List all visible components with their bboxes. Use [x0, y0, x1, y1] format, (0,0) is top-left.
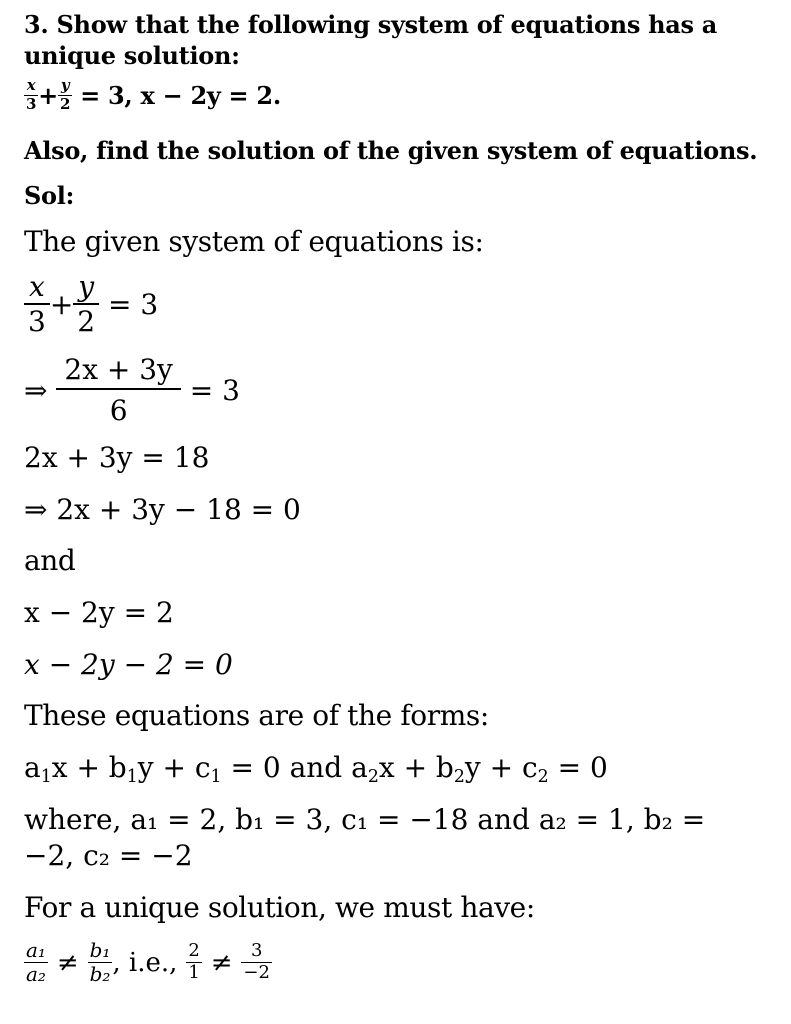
- equation-x3-y2: $\frac{x}{3}$ + $\frac{y}{2}$ = 3: [24, 272, 158, 337]
- equation-combined-fraction: ⇒ $\frac{2x + 3y}{6}$ = 3: [24, 353, 240, 428]
- question-line-2: unique solution:: [24, 41, 240, 70]
- step-2: ⇒ 2x + 3y − 18 = 0: [24, 493, 301, 526]
- general-form: $a_1x + b_1y + c_1 = 0$ and $a_2x + b_2y + c_2 = 0$: [24, 751, 608, 788]
- step-3: x − 2y = 2: [24, 596, 174, 629]
- frac-3-over-minus2: $\frac{3}{-2}$: [243, 940, 270, 983]
- question-eq-tail: = 3, x − 2y = 2.: [80, 80, 281, 110]
- where-line-1: where, a₁ = 2, b₁ = 3, c₁ = −18 and a₂ = 1, b₂ =: [24, 803, 706, 836]
- unique-intro: For a unique solution, we must have:: [24, 891, 535, 924]
- question-equation: $\frac{x}{3}$ + $\frac{y}{2}$ = 3, x − 2y = 2.: [26, 76, 281, 113]
- frac-y-over-2: $\frac{y}{2}$: [59, 76, 71, 113]
- implies-arrow: ⇒: [24, 373, 48, 407]
- sol-label: Sol:: [24, 181, 75, 210]
- forms-intro: These equations are of the forms:: [24, 699, 489, 732]
- step-1: 2x + 3y = 18: [24, 441, 210, 474]
- frac-a1-over-a2: $\frac{\text{a₁}}{\text{a₂}}$: [26, 938, 46, 986]
- question-line-4: Also, find the solution of the given system of equations.: [24, 136, 758, 165]
- frac-2x3y-over-6: $\frac{2x + 3y}{6}$: [56, 355, 181, 426]
- frac-b1-over-b2: $\frac{\text{b₁}}{\text{b₂}}$: [89, 938, 111, 986]
- frac-x-over-3-large: $\frac{x}{3}$: [24, 272, 50, 337]
- frac-x-over-3: $\frac{x}{3}$: [26, 76, 37, 113]
- frac-2-over-1: $\frac{2}{1}$: [188, 940, 200, 983]
- question-line-1: 3. Show that the following system of equations has a: [24, 10, 717, 39]
- frac-y-over-2-large: $\frac{y}{2}$: [73, 272, 99, 337]
- step-4: x − 2y − 2 = 0: [24, 648, 233, 681]
- intro-text: The given system of equations is:: [24, 225, 484, 258]
- ratio-condition: $\frac{\text{a₁}}{\text{a₂}}$ ≠ $\frac{\text{b₁}}{\text{b₂}}$ , i.e., $\frac{2}{1}$ ≠ $\frac{3}{-2}$: [26, 938, 270, 986]
- where-line-2: −2, c₂ = −2: [24, 839, 193, 872]
- and-text: and: [24, 544, 76, 577]
